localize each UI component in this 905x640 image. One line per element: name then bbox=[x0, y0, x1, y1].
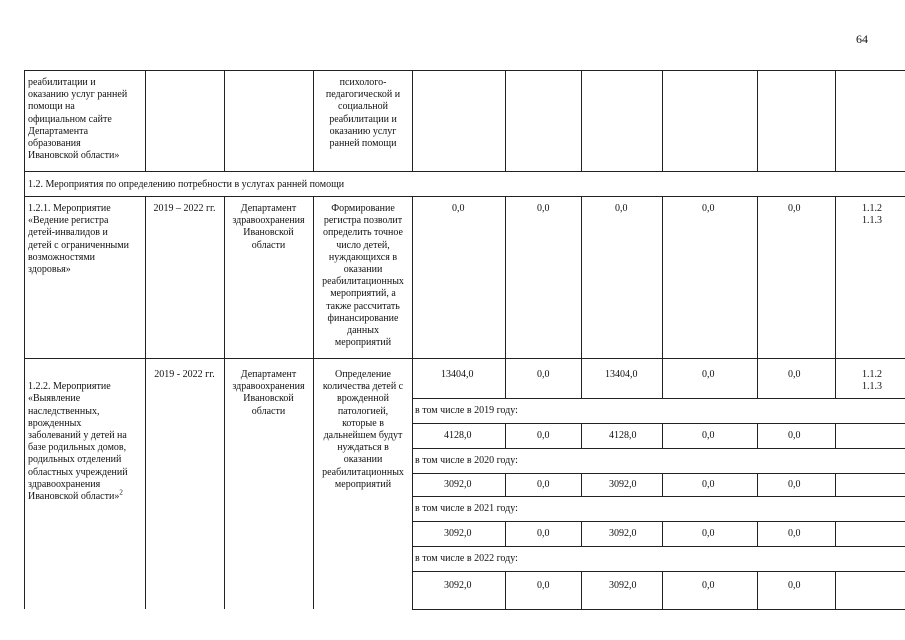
cell-event-name bbox=[28, 369, 144, 503]
cell-value: 0,0 bbox=[537, 430, 550, 441]
col-border bbox=[757, 196, 758, 358]
row-divider bbox=[412, 546, 905, 547]
cell-value: 0,0 bbox=[788, 203, 801, 214]
cell-value: 13404,0 bbox=[441, 369, 474, 380]
cell-value: 0,0 bbox=[702, 479, 715, 490]
col-border bbox=[757, 473, 758, 496]
cell-value: 3092,0 bbox=[609, 528, 637, 539]
cell-value: 0,0 bbox=[788, 479, 801, 490]
cell-result: психолого- педагогической и социальной реабилитации и оказанию услуг ранней помощи bbox=[325, 77, 401, 150]
cell-value: 0,0 bbox=[537, 580, 550, 591]
col-border bbox=[412, 196, 413, 609]
row-divider bbox=[412, 571, 905, 572]
col-border bbox=[835, 196, 836, 358]
cell-value: 13404,0 bbox=[605, 369, 638, 380]
row-divider bbox=[412, 496, 905, 497]
cell-value: 0,0 bbox=[788, 528, 801, 539]
cell-value: 0,0 bbox=[452, 203, 465, 214]
cell-value: 3092,0 bbox=[444, 479, 472, 490]
col-border bbox=[505, 423, 506, 448]
cell-value: 4128,0 bbox=[444, 430, 472, 441]
cell-result: Определение количества детей с врожденной патологией, которые в дальнейшем будут нуждаться в оказании реабилитационных мероприятий bbox=[322, 369, 404, 490]
col-border bbox=[24, 70, 25, 609]
table-top-border bbox=[24, 70, 905, 71]
cell-executor: Департамент здравоохранения Ивановской области bbox=[232, 203, 305, 251]
cell-executor: Департамент здравоохранения Ивановской области bbox=[232, 369, 305, 417]
cell-value: 0,0 bbox=[702, 430, 715, 441]
col-border bbox=[662, 473, 663, 496]
cell-value: 0,0 bbox=[537, 528, 550, 539]
col-border bbox=[835, 423, 836, 448]
cell-value: 0,0 bbox=[788, 369, 801, 380]
col-border bbox=[581, 358, 582, 398]
row-divider bbox=[412, 609, 905, 610]
row-divider bbox=[412, 448, 905, 449]
col-border bbox=[412, 70, 413, 171]
col-border bbox=[581, 423, 582, 448]
row-divider bbox=[412, 398, 905, 399]
col-border bbox=[835, 358, 836, 398]
cell-value: 0,0 bbox=[702, 580, 715, 591]
footnote-marker: 2 bbox=[119, 488, 123, 497]
cell-period: 2019 – 2022 гг. bbox=[153, 203, 216, 214]
col-border bbox=[581, 571, 582, 609]
col-border bbox=[505, 196, 506, 358]
cell-value: 0,0 bbox=[615, 203, 628, 214]
row-divider bbox=[24, 358, 905, 359]
col-border bbox=[662, 70, 663, 171]
cell-period: 2019 - 2022 гг. bbox=[154, 369, 215, 380]
col-border bbox=[505, 70, 506, 171]
col-border bbox=[662, 423, 663, 448]
col-border bbox=[835, 70, 836, 171]
col-border bbox=[145, 70, 146, 171]
col-border bbox=[757, 521, 758, 546]
col-border bbox=[757, 423, 758, 448]
col-border bbox=[505, 521, 506, 546]
cell-value: 3092,0 bbox=[444, 580, 472, 591]
cell-value: 0,0 bbox=[702, 369, 715, 380]
cell-value: 0,0 bbox=[537, 203, 550, 214]
col-border bbox=[581, 196, 582, 358]
col-border bbox=[662, 358, 663, 398]
cell-result: Формирование регистра позволит определить точное число детей, нуждающихся в оказании реабилитационных мероприятий, а также рассчитать финансирование данных мероприятий bbox=[322, 203, 404, 349]
col-border bbox=[505, 571, 506, 609]
col-border bbox=[835, 571, 836, 609]
year-subheader: в том числе в 2022 году: bbox=[415, 553, 518, 564]
col-border bbox=[581, 521, 582, 546]
col-border bbox=[757, 571, 758, 609]
col-border bbox=[581, 473, 582, 496]
row-divider bbox=[412, 521, 905, 522]
page-number: 64 bbox=[856, 32, 868, 46]
cell-value: 0,0 bbox=[788, 430, 801, 441]
row-divider bbox=[412, 423, 905, 424]
col-border bbox=[662, 571, 663, 609]
cell-value: 4128,0 bbox=[609, 430, 637, 441]
col-border bbox=[835, 521, 836, 546]
col-border bbox=[662, 521, 663, 546]
col-border bbox=[145, 196, 146, 609]
cell-value: 3092,0 bbox=[609, 479, 637, 490]
year-subheader: в том числе в 2019 году: bbox=[415, 405, 518, 416]
cell-value: 0,0 bbox=[702, 203, 715, 214]
event-name-text: 1.2.2. Мероприятие «Выявление наследственных, врожденных заболеваний у детей на базе родильных домов, родильных отделений областных учреждений здравоохранения Ивановской области» bbox=[28, 381, 128, 503]
col-border bbox=[757, 70, 758, 171]
cell-value: 0,0 bbox=[537, 479, 550, 490]
cell-value: 0,0 bbox=[788, 580, 801, 591]
cell-event-name: 1.2.1. Мероприятие «Ведение регистра детей-инвалидов и детей с ограниченными возможностями здоровья» bbox=[28, 203, 129, 276]
section-title: 1.2. Мероприятия по определению потребности в услугах ранней помощи bbox=[28, 179, 345, 190]
col-border bbox=[835, 473, 836, 496]
cell-event-name: реабилитации и оказанию услуг ранней помощи на официальном сайте Департамента образования Ивановской области» bbox=[28, 77, 128, 162]
col-border bbox=[757, 358, 758, 398]
cell-indicator-codes: 1.1.2 1.1.3 bbox=[862, 369, 882, 393]
row-divider bbox=[24, 171, 905, 172]
year-subheader: в том числе в 2021 году: bbox=[415, 503, 518, 514]
cell-value: 3092,0 bbox=[609, 580, 637, 591]
cell-value: 3092,0 bbox=[444, 528, 472, 539]
row-divider bbox=[412, 473, 905, 474]
cell-value: 0,0 bbox=[702, 528, 715, 539]
row-divider bbox=[24, 196, 905, 197]
cell-value: 0,0 bbox=[537, 369, 550, 380]
col-border bbox=[505, 473, 506, 496]
col-border bbox=[505, 358, 506, 398]
col-border bbox=[662, 196, 663, 358]
col-border bbox=[581, 70, 582, 171]
col-border bbox=[224, 70, 225, 171]
cell-indicator-codes: 1.1.2 1.1.3 bbox=[862, 203, 882, 227]
year-subheader: в том числе в 2020 году: bbox=[415, 455, 518, 466]
